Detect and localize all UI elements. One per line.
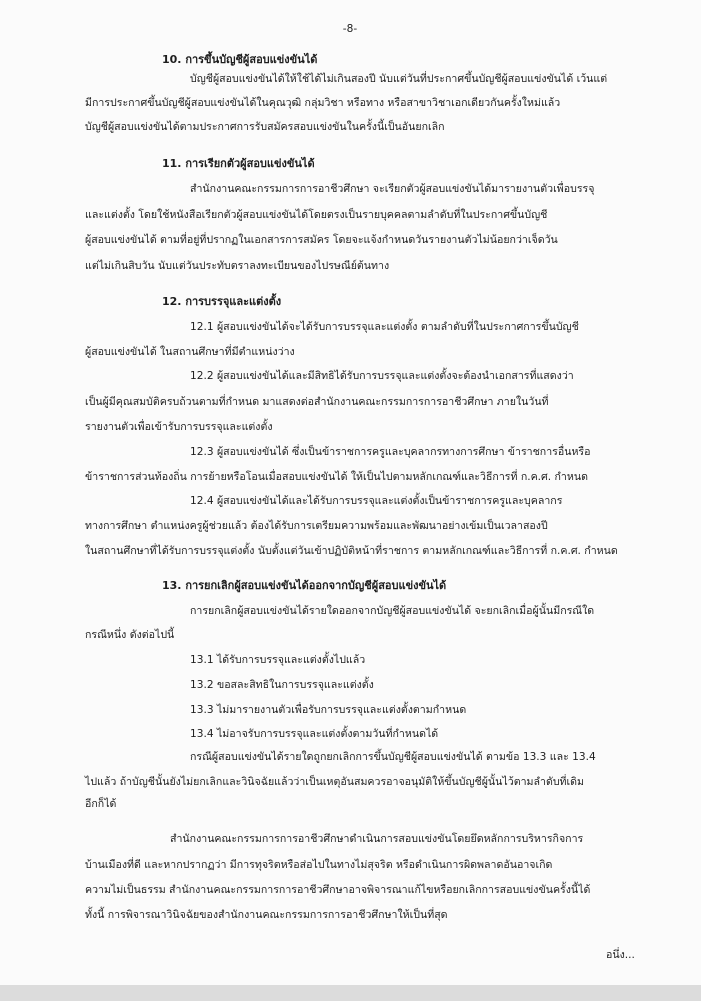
closing-line: บ้านเมืองที่ดี และหากปรากฏว่า มีการทุจริตหรือส่อไปในทางไม่สุจริต หรือดำเนินการผิดพลาดอันอาจเกิด [85,859,553,871]
paragraph-line: มีการประกาศขึ้นบัญชีผู้สอบแข่งขันได้ในคุณวุฒิ กลุ่มวิชา หรือทาง หรือสาขาวิชาเอกเดียวกันครั้งใหม่แล้ว [85,97,561,109]
paragraph-line: 12.3 ผู้สอบแข่งขันได้ ซึ่งเป็นข้าราชการครูและบุคลากรทางการศึกษา ข้าราชการอื่นหรือ [190,446,591,458]
section-10-heading: 10. การขึ้นบัญชีผู้สอบแข่งขันได้ [162,53,318,66]
paragraph-line: แต่ไม่เกินสิบวัน นับแต่วันประทับตราลงทะเบียนของไปรษณีย์ต้นทาง [85,260,390,272]
paragraph-line: บัญชีผู้สอบแข่งขันได้ให้ใช้ได้ไม่เกินสองปี นับแต่วันที่ประกาศขึ้นบัญชีผู้สอบแข่งขันได้ เว้นแต่ [190,73,608,85]
paragraph-line: อีกก็ได้ [85,798,117,810]
paragraph-line: สำนักงานคณะกรรมการการอาชีวศึกษา จะเรียกตัวผู้สอบแข่งขันได้มารายงานตัวเพื่อบรรจุ [190,183,595,195]
paragraph-line: กรณีหนึ่ง ดังต่อไปนี้ [85,629,175,641]
list-item: 13.4 ไม่อาจรับการบรรจุและแต่งตั้งตามวันที่กำหนดได้ [190,728,439,740]
paragraph-line: และแต่งตั้ง โดยใช้หนังสือเรียกตัวผู้สอบแข่งขันได้โดยตรงเป็นรายบุคคลตามลำดับที่ในประกาศขึ้นบัญชี [85,209,548,221]
paragraph-line: ข้าราชการส่วนท้องถิ่น การย้ายหรือโอนเมื่อสอบแข่งขันได้ ให้เป็นไปตามหลักเกณฑ์และวิธีการที่ ก.ค.ศ. กำหนด [85,471,588,483]
section-12-heading: 12. การบรรจุและแต่งตั้ง [162,295,282,308]
list-item: 13.3 ไม่มารายงานตัวเพื่อรับการบรรจุและแต่งตั้งตามกำหนด [190,704,467,716]
list-item: 13.2 ขอสละสิทธิในการบรรจุและแต่งตั้ง [190,679,374,691]
list-item: 13.1 ได้รับการบรรจุและแต่งตั้งไปแล้ว [190,654,366,666]
closing-line: สำนักงานคณะกรรมการการอาชีวศึกษาดำเนินการสอบแข่งขันโดยยึดหลักการบริหารกิจการ [170,833,584,845]
paragraph-line: บัญชีผู้สอบแข่งขันได้ตามประกาศการรับสมัครสอบแข่งขันในครั้งนี้เป็นอันยกเลิก [85,121,445,133]
paragraph-line: 12.2 ผู้สอบแข่งขันได้และมีสิทธิได้รับการบรรจุและแต่งตั้งจะต้องนำเอกสารที่แสดงว่า [190,370,574,382]
bottom-margin [0,985,701,1001]
paragraph-line: ผู้สอบแข่งขันได้ ตามที่อยู่ที่ปรากฏในเอกสารการสมัคร โดยจะแจ้งกำหนดวันรายงานตัวไม่น้อยกว่าเจ็ดวัน [85,234,558,246]
page-number: -8- [342,23,358,35]
paragraph-line: ในสถานศึกษาที่ได้รับการบรรจุแต่งตั้ง นับตั้งแต่วันเข้าปฏิบัติหน้าที่ราชการ ตามหลักเกณฑ์และวิธีการที่ ก.ค.ศ. กำหนด [85,545,618,557]
continuation-marker: อนึ่ง... [606,949,635,961]
paragraph-line: การยกเลิกผู้สอบแข่งขันได้รายใดออกจากบัญชีผู้สอบแข่งขันได้ จะยกเลิกเมื่อผู้นั้นมีกรณีใด [190,605,595,617]
closing-line: ความไม่เป็นธรรม สำนักงานคณะกรรมการการอาชีวศึกษาอาจพิจารณาแก้ไขหรือยกเลิกการสอบแข่งขันครั้งนี้ได้ [85,884,591,896]
paragraph-line: ผู้สอบแข่งขันได้ ในสถานศึกษาที่มีตำแหน่งว่าง [85,346,295,358]
paragraph-line: ไปแล้ว ถ้าบัญชีนั้นยังไม่ยกเลิกและวินิจฉัยแล้วว่าเป็นเหตุอันสมควรอาจอนุมัติให้ขึ้นบัญชีผู้นั้นไว้ตามลำดับที่เดิม [85,776,585,788]
paragraph-line: 12.4 ผู้สอบแข่งขันได้และได้รับการบรรจุและแต่งตั้งเป็นข้าราชการครูและบุคลากร [190,495,563,507]
paragraph-line: เป็นผู้มีคุณสมบัติครบถ้วนตามที่กำหนด มาแสดงต่อสำนักงานคณะกรรมการการอาชีวศึกษา ภายในวันที่ [85,396,549,408]
section-13-heading: 13. การยกเลิกผู้สอบแข่งขันได้ออกจากบัญชีผู้สอบแข่งขันได้ [162,579,447,592]
section-11-heading: 11. การเรียกตัวผู้สอบแข่งขันได้ [162,157,315,170]
closing-line: ทั้งนี้ การพิจารณาวินิจฉัยของสำนักงานคณะกรรมการการอาชีวศึกษาให้เป็นที่สุด [85,909,448,921]
paragraph-line: รายงานตัวเพื่อเข้ารับการบรรจุและแต่งตั้ง [85,421,273,433]
paragraph-line: กรณีผู้สอบแข่งขันได้รายใดถูกยกเลิกการขึ้นบัญชีผู้สอบแข่งขันได้ ตามข้อ 13.3 และ 13.4 [190,751,596,763]
paragraph-line: 12.1 ผู้สอบแข่งขันได้จะได้รับการบรรจุและแต่งตั้ง ตามลำดับที่ในประกาศการขึ้นบัญชี [190,321,579,333]
paragraph-line: ทางการศึกษา ตำแหน่งครูผู้ช่วยแล้ว ต้องได้รับการเตรียมความพร้อมและพัฒนาอย่างเข้มเป็นเวลาสองปี [85,520,548,532]
